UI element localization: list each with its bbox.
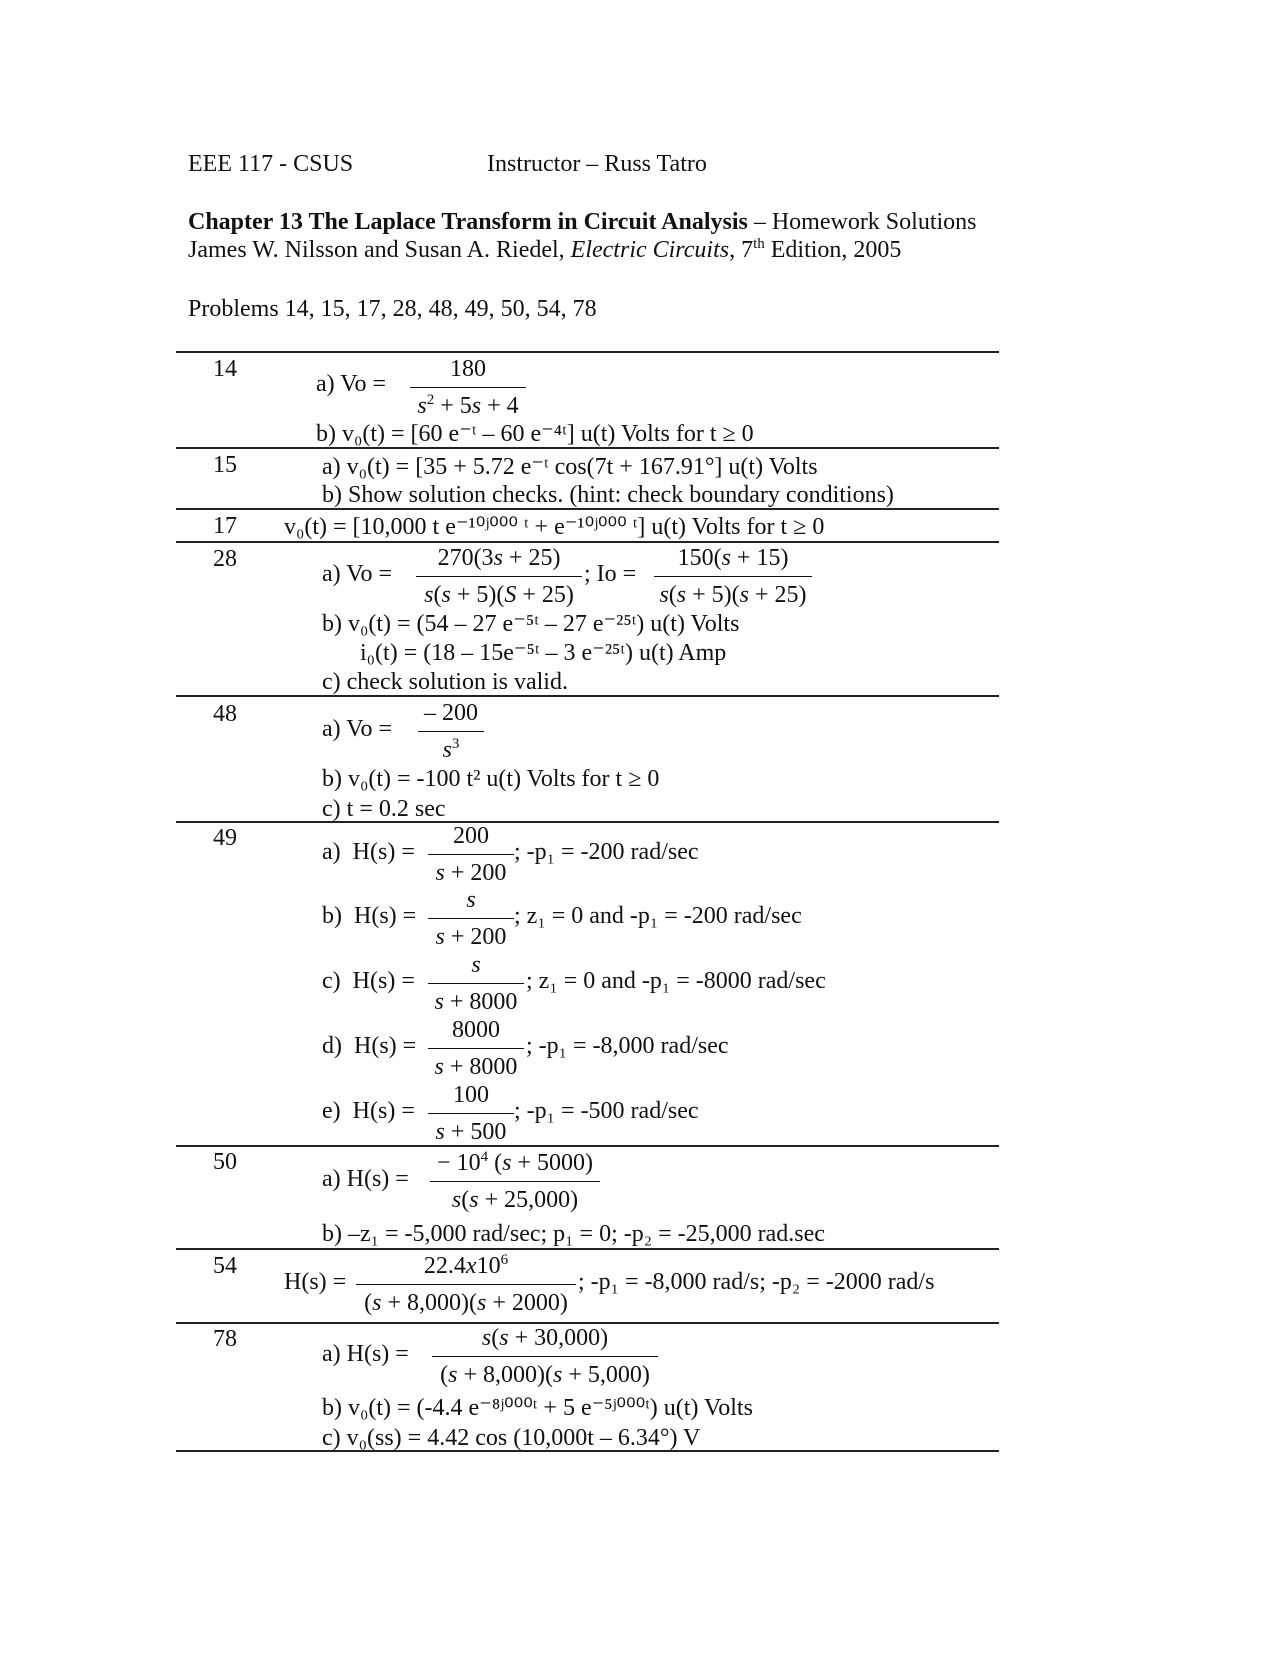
problem-78-b: b) v₀(t) = (-4.4 e⁻⁸ʲ⁰⁰⁰ᵗ + 5 e⁻⁵ʲ⁰⁰⁰ᵗ) u(t) Volts: [322, 1395, 753, 1421]
problem-48-a-numerator: – 200: [424, 700, 478, 726]
problem-15-number: 15: [213, 452, 237, 478]
problem-78-a-denominator: (s + 8,000)(s + 5,000): [432, 1356, 658, 1387]
problem-48-a-denominator: $s^3$: [418, 731, 484, 762]
rule-17-28: [176, 541, 999, 543]
problem-28-io-fraction: [654, 546, 812, 607]
problem-49-e-fraction: [428, 1083, 514, 1144]
textbook-reference: [188, 238, 901, 262]
problem-78-c: c) v₀(ss) = 4.42 cos (10,000t – 6.34°) V: [322, 1425, 701, 1451]
problem-49-e-rest: ; -p₁ = -500 rad/sec: [514, 1098, 699, 1124]
problem-49-c-h: H(s) =: [352, 968, 415, 994]
chapter-subtitle: – Homework Solutions: [747, 209, 977, 235]
problem-48-c: c) t = 0.2 sec: [322, 796, 446, 822]
problem-50-number: 50: [213, 1149, 237, 1175]
problem-48-number: 48: [213, 701, 237, 727]
problem-28-io-denominator: s(s + 5)(s + 25): [654, 576, 812, 607]
instructor-line: Instructor – Russ Tatro: [487, 151, 707, 177]
rule-top: [176, 351, 999, 353]
problem-49-d-rest: ; -p₁ = -8,000 rad/sec: [526, 1033, 729, 1059]
problem-48-b: b) v₀(t) = -100 t² u(t) Volts for t ≥ 0: [322, 766, 660, 792]
problem-49-c-letter: c): [322, 968, 341, 994]
problem-15-a: a) v₀(t) = [35 + 5.72 e⁻ᵗ cos(7t + 167.91°] u(t) Volts: [322, 454, 818, 480]
problem-49-a-denominator: s + 200: [428, 854, 514, 885]
problem-28-b2: i₀(t) = (18 – 15e⁻⁵ᵗ – 3 e⁻²⁵ᵗ) u(t) Amp: [360, 640, 727, 666]
problem-49-e-numerator: 100: [453, 1082, 489, 1108]
problem-49-c-numerator: s: [471, 952, 481, 978]
problem-49-a-h: H(s) =: [352, 839, 415, 865]
problem-49-e-h: H(s) =: [352, 1098, 415, 1124]
problem-49-e-denominator: s + 500: [428, 1113, 514, 1144]
problem-49-d-h: H(s) =: [354, 1033, 417, 1059]
problem-49-d-numerator: 8000: [452, 1017, 500, 1043]
problem-49-b-numerator: s: [466, 887, 476, 913]
problem-50-a-numerator: − $10^4$ (s + 5000): [437, 1149, 593, 1176]
problem-49-d-label: [322, 1034, 416, 1058]
chapter-heading: [188, 210, 977, 234]
problem-54-number: 54: [213, 1253, 237, 1279]
rule-15-17: [176, 508, 999, 510]
problem-49-c-fraction: [428, 953, 524, 1014]
problem-17-number: 17: [213, 513, 237, 539]
problem-17-answer: v₀(t) = [10,000 t e⁻¹⁰ʲ⁰⁰⁰ ᵗ + e⁻¹⁰ʲ⁰⁰⁰ ᵗ] u(t) Volts for t ≥ 0: [284, 514, 825, 540]
problem-49-c-denominator: s + 8000: [428, 983, 524, 1014]
problem-28-io-numerator: 150(s + 15): [677, 545, 789, 571]
problem-48-a-fraction: [418, 701, 484, 762]
problem-28-io-label: ; Io =: [584, 561, 637, 587]
problem-78-number: 78: [213, 1326, 237, 1352]
problem-54-label: H(s) =: [284, 1269, 347, 1295]
rule-28-48: [176, 695, 999, 697]
problem-49-e-letter: e): [322, 1098, 341, 1124]
course-title: EEE 117 - CSUS: [188, 151, 354, 177]
problem-49-a-rest: ; -p₁ = -200 rad/sec: [514, 839, 699, 865]
problem-49-a-numerator: 200: [453, 823, 489, 849]
problem-78-a-fraction: [432, 1326, 658, 1387]
problem-49-e-label: [322, 1099, 415, 1123]
problem-28-vo-denominator: s(s + 5)(S + 25): [416, 576, 582, 607]
problem-49-d-letter: d): [322, 1033, 342, 1059]
problem-14-a-numerator: 180: [450, 356, 486, 382]
ref-edition-post: Edition, 2005: [764, 237, 902, 263]
problem-49-a-fraction: [428, 824, 514, 885]
problem-28-vo-numerator: 270(3s + 25): [437, 545, 561, 571]
problem-28-b1: b) v₀(t) = (54 – 27 e⁻⁵ᵗ – 27 e⁻²⁵ᵗ) u(t) Volts: [322, 611, 740, 637]
problem-49-b-denominator: s + 200: [428, 918, 514, 949]
problem-50-a-denominator: s(s + 25,000): [430, 1181, 600, 1212]
problem-28-c: c) check solution is valid.: [322, 669, 568, 695]
problem-49-d-denominator: s + 8000: [428, 1048, 524, 1079]
problem-14-number: 14: [213, 356, 237, 382]
rule-54-78: [176, 1322, 999, 1324]
problem-50-a-fraction: [430, 1151, 600, 1212]
problem-54-denominator: (s + 8,000)(s + 2000): [356, 1284, 576, 1315]
problem-54-fraction: [356, 1254, 576, 1315]
ref-edition-sup: th: [753, 236, 765, 252]
problem-49-b-h: H(s) =: [354, 903, 417, 929]
problem-54-numerator: $22.4x10^6$: [423, 1252, 509, 1279]
problem-49-c-label: [322, 969, 415, 993]
problem-49-number: 49: [213, 825, 237, 851]
problem-49-a-label: [322, 840, 415, 864]
rule-49-50: [176, 1145, 999, 1147]
problem-15-b: b) Show solution checks. (hint: check boundary conditions): [322, 482, 894, 508]
problem-50-a-label: a) H(s) =: [322, 1166, 409, 1192]
problem-28-vo-fraction: [416, 546, 582, 607]
problem-49-b-letter: b): [322, 903, 342, 929]
problem-48-a-label: a) Vo =: [322, 716, 392, 742]
problem-54-rest: ; -p₁ = -8,000 rad/s; -p₂ = -2000 rad/s: [578, 1269, 935, 1295]
problem-14-b: b) v₀(t) = [60 e⁻ᵗ – 60 e⁻⁴ᵗ] u(t) Volts for t ≥ 0: [316, 421, 754, 447]
problem-14-a-denominator: $s^2 + 5s + 4$: [410, 387, 526, 418]
problem-28-a-label: a) Vo =: [322, 561, 392, 587]
problem-49-a-letter: a): [322, 839, 341, 865]
problem-50-b: b) –z₁ = -5,000 rad/sec; p₁ = 0; -p₂ = -25,000 rad.sec: [322, 1221, 825, 1247]
problem-78-a-numerator: s(s + 30,000): [481, 1325, 609, 1351]
problem-28-number: 28: [213, 546, 237, 572]
problem-49-b-rest: ; z₁ = 0 and -p₁ = -200 rad/sec: [514, 903, 802, 929]
rule-14-15: [176, 447, 999, 449]
problems-list: Problems 14, 15, 17, 28, 48, 49, 50, 54, 78: [188, 296, 597, 322]
problem-14-a-fraction: [410, 357, 526, 418]
rule-48-49: [176, 821, 999, 823]
ref-edition: , 7: [729, 237, 754, 263]
problem-78-a-label: a) H(s) =: [322, 1341, 409, 1367]
problem-49-d-fraction: [428, 1018, 524, 1079]
problem-49-c-rest: ; z₁ = 0 and -p₁ = -8000 rad/sec: [526, 968, 826, 994]
ref-authors: James W. Nilsson and Susan A. Riedel,: [188, 237, 571, 263]
problem-49-b-label: [322, 904, 416, 928]
problem-14-a-label: a) Vo =: [316, 371, 386, 397]
rule-50-54: [176, 1248, 999, 1250]
chapter-title: Chapter 13 The Laplace Transform in Circuit Analysis: [188, 209, 748, 235]
problem-49-b-fraction: [428, 888, 514, 949]
ref-title: Electric Circuits: [570, 237, 730, 263]
